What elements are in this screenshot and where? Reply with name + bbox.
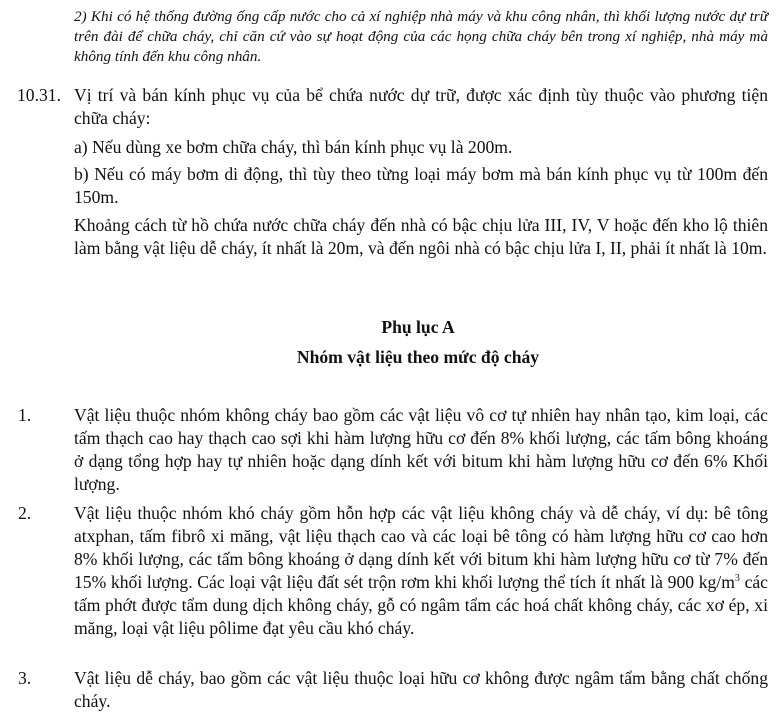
footnote-2: 2) Khi có hệ thống đường ống cấp nước cho cả xí nghiệp nhà máy và khu công nhân, thì khối lượng nước dự trữ trên đài để chữa cháy, chỉ căn cứ vào sự hoạt động của các họng chữa cháy bên trong xí nghiệp, nhà máy mà không tính đến khu công nhân. bbox=[74, 8, 768, 65]
appendix-item-number-3: 3. bbox=[18, 668, 32, 688]
appendix-item-2-text-end: các tấm phớt được tẩm dung dịch không cháy, gỗ có ngâm tẩm các hoá chất không cháy, các xơ ép, xi măng, loại vật liệu pôlime đạt yêu cầu khó cháy. bbox=[74, 572, 768, 638]
clause-number: 10.31. bbox=[17, 85, 61, 105]
appendix-subtitle: Nhóm vật liệu theo mức độ cháy bbox=[296, 347, 540, 367]
clause-item-b: b) Nếu có máy bơm di động, thì tùy theo từng loại máy bơm mà bán kính phục vụ từ 100m đến 150m. bbox=[74, 164, 768, 207]
appendix-item-number-2: 2. bbox=[18, 503, 32, 523]
appendix-title: Phụ lục A bbox=[381, 317, 455, 337]
clause-intro: Vị trí và bán kính phục vụ của bể chứa nước dự trữ, được xác định tùy thuộc vào phương tiện chữa cháy: bbox=[74, 85, 768, 128]
clause-distance-note: Khoảng cách từ hồ chứa nước chữa cháy đến nhà có bậc chịu lửa III, IV, V hoặc đến kho lộ thiên làm bằng vật liệu dễ cháy, ít nhất là 20m, và đến ngôi nhà có bậc chịu lửa I, II, phải ít nhất là 10m. bbox=[74, 215, 768, 258]
appendix-item-2-text-start: Vật liệu thuộc nhóm khó cháy gồm hỗn hợp các vật liệu không cháy và dễ cháy, ví dụ: bê tông atxphan, tấm fibrô xi măng, vật liệu thạch cao và các loại bê tông có hàm lượng hữu cơ cao hơn 8% khối lượng, các tấm bông khoáng ở dạng dính kết với bitum khi hàm lượng hữu cơ từ 7% đến 15% khối lượng. Các loại vật liệu đất sét trộn rơm khi khối lượng thể tích ít nhất là 900 kg/m bbox=[74, 503, 768, 592]
appendix-item-text-3: Vật liệu dễ cháy, bao gồm các vật liệu thuộc loại hữu cơ không được ngâm tẩm bằng chất chống cháy. bbox=[74, 668, 768, 711]
appendix-item-number-1: 1. bbox=[18, 405, 32, 425]
appendix-item-text-2 bbox=[74, 502, 768, 640]
unit-superscript: 3 bbox=[734, 573, 740, 585]
clause-item-a: a) Nếu dùng xe bơm chữa cháy, thì bán kính phục vụ là 200m. bbox=[74, 137, 513, 157]
appendix-item-text-1: Vật liệu thuộc nhóm không cháy bao gồm các vật liệu vô cơ tự nhiên hay nhân tạo, kim loại, các tấm thạch cao hay thạch cao sợi khi hàm lượng hữu cơ đến 8% khối lượng, các tấm bông khoáng ở dạng tổng hợp hay tự nhiên hoặc dạng dính kết với bitum khi hàm lượng hữu cơ đến 6% Khối lượng. bbox=[74, 405, 768, 494]
